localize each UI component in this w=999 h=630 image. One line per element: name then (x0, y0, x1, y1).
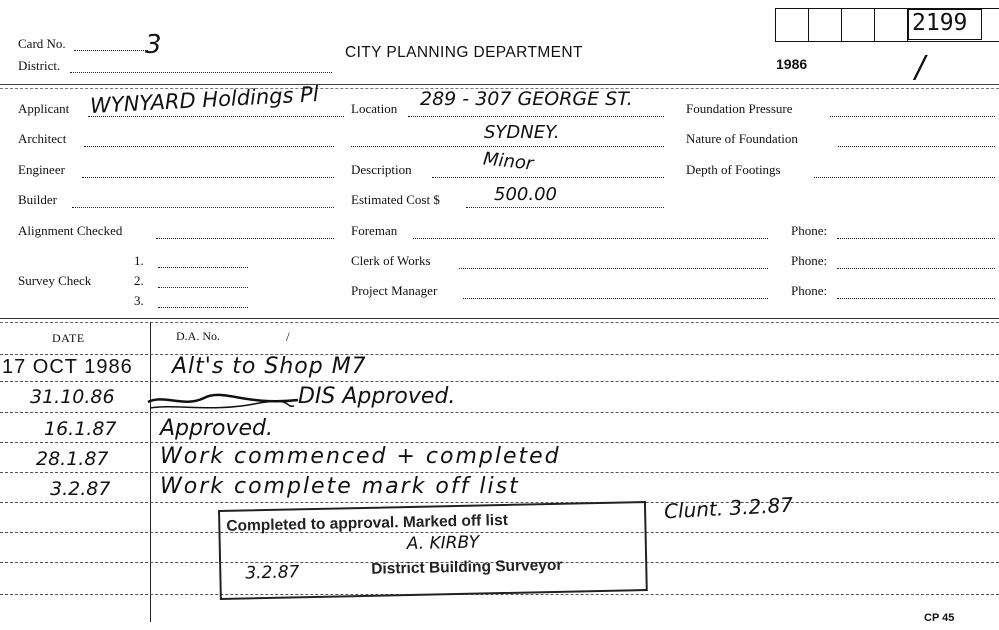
log-entry-date: 31.10.86 (30, 386, 115, 408)
architect-label: Architect (18, 131, 67, 146)
log-entry-text: DIS Approved. (298, 384, 456, 409)
file-number: 2199 (912, 10, 968, 36)
foundation-pressure-label: Foundation Pressure (686, 101, 793, 116)
year-label: 1986 (776, 56, 808, 72)
log-top-rule (0, 318, 999, 319)
log-entry-text: Approved. (160, 416, 273, 441)
engineer-label: Engineer (18, 162, 65, 177)
card-no-value: 3 (145, 30, 162, 60)
da-no-header: D.A. No. (176, 329, 220, 343)
description-label: Description (351, 162, 412, 177)
log-entry-date: 3.2.87 (50, 478, 111, 500)
log-entry-text: Alt's to Shop M7 (172, 354, 367, 379)
tick-mark: / (915, 50, 926, 85)
card-no-label: Card No. (18, 36, 66, 51)
log-entry-date: 17 OCT 1986 (2, 356, 133, 378)
page-title: CITY PLANNING DEPARTMENT (345, 44, 583, 61)
card-no-line (74, 50, 148, 51)
clerk-phone-label: Phone: (791, 253, 828, 268)
log-entry-text: Work complete mark off list (160, 474, 520, 499)
log-entry-date: 28.1.87 (36, 448, 109, 470)
log-entry-date: 16.1.87 (44, 418, 117, 440)
pm-phone-label: Phone: (791, 283, 828, 298)
description-value: Minor (482, 148, 535, 175)
stamp-title: District Building Surveyor (371, 556, 563, 578)
date-header: DATE (52, 331, 85, 345)
estimated-cost-value: 500.00 (494, 184, 557, 205)
project-manager-label: Project Manager (351, 283, 438, 298)
survey-num-3: 3. (134, 293, 144, 308)
survey-num-1: 1. (134, 253, 144, 268)
struck-out-text (144, 386, 304, 416)
approval-stamp (218, 501, 648, 600)
foreman-label: Foreman (351, 223, 398, 238)
district-line (70, 72, 332, 73)
stamp-date: 3.2.87 (245, 562, 300, 584)
location-value-1: 289 - 307 GEORGE ST. (420, 88, 633, 110)
depth-of-footings-label: Depth of Footings (686, 162, 781, 177)
nature-of-foundation-label: Nature of Foundation (686, 131, 798, 146)
alignment-label: Alignment Checked (18, 223, 123, 238)
foreman-phone-label: Phone: (791, 223, 828, 238)
estimated-cost-label: Estimated Cost $ (351, 192, 440, 207)
location-label: Location (351, 101, 398, 116)
survey-num-2: 2. (134, 273, 144, 288)
signoff-note: Clunt. 3.2.87 (663, 492, 794, 524)
applicant-value: WYNYARD Holdings Pl (89, 82, 320, 118)
stamp-line-1: Completed to approval. Marked off list (226, 511, 509, 535)
location-value-2: SYDNEY. (484, 122, 560, 143)
form-code: CP 45 (924, 612, 955, 624)
clerk-of-works-label: Clerk of Works (351, 253, 431, 268)
da-no-value: / (286, 329, 290, 344)
applicant-label: Applicant (18, 101, 70, 116)
builder-label: Builder (18, 192, 57, 207)
stamp-signature: A. KIRBY (406, 532, 480, 555)
survey-check-label: Survey Check (18, 273, 92, 288)
header-divider (0, 84, 999, 85)
log-entry-text: Work commenced + completed (160, 444, 561, 469)
district-label: District. (18, 58, 61, 73)
